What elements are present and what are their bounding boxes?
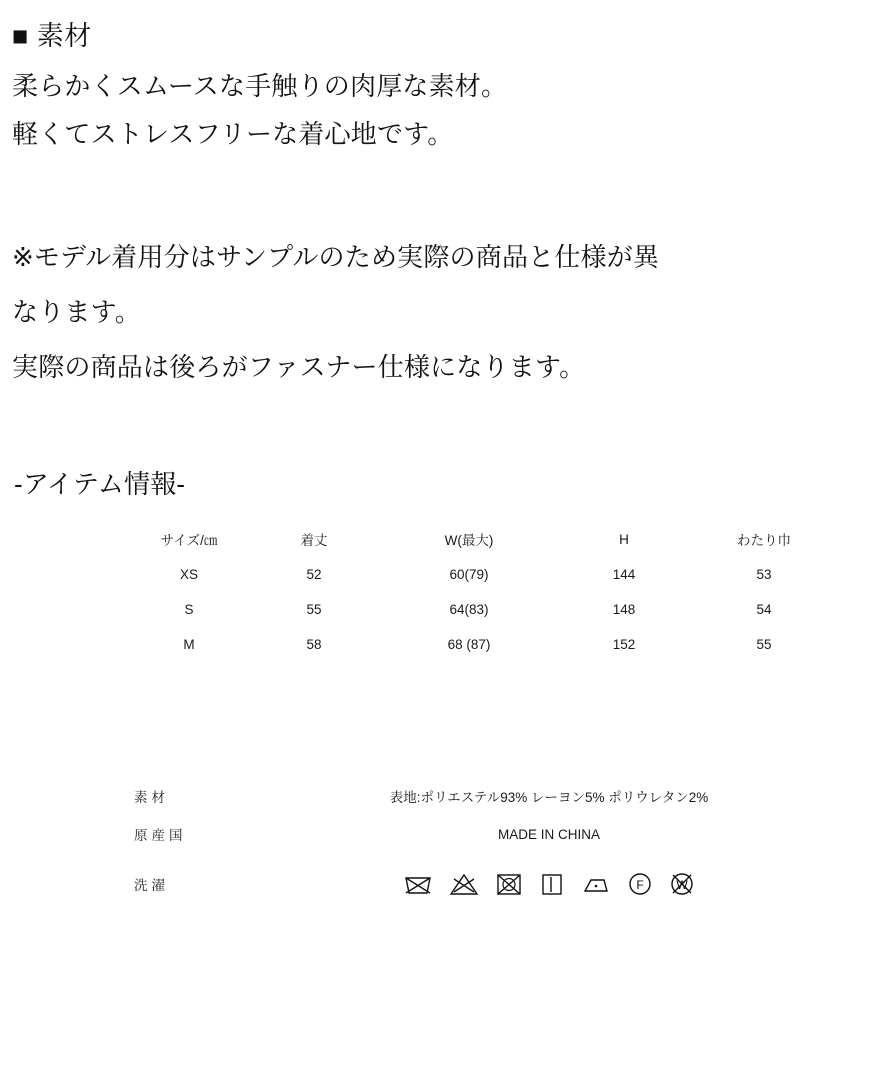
no-machine-wash-icon xyxy=(403,871,433,897)
size-cell-length: 58 xyxy=(306,637,322,652)
size-table-header-hip: H xyxy=(619,531,629,547)
spacer xyxy=(12,395,867,465)
size-cell-hip: 152 xyxy=(612,637,636,652)
table-row xyxy=(134,557,834,592)
size-cell-waist: 60(79) xyxy=(449,567,489,582)
size-table-header-row xyxy=(134,529,834,557)
size-table-header-size: サイズ/㎝ xyxy=(160,533,218,548)
spec-label-origin: 原産国 xyxy=(134,828,187,843)
table-row xyxy=(134,627,834,662)
description-line-1: 柔らかくスムースな手触りの肉厚な素材。 xyxy=(12,71,508,101)
spec-value-material: 表地:ポリエステル93% レーヨン5% ポリウレタン2% xyxy=(389,790,709,805)
svg-text:W: W xyxy=(676,878,688,892)
size-table xyxy=(134,529,834,662)
care-icon-group xyxy=(264,871,834,897)
size-cell-thigh: 55 xyxy=(756,637,772,652)
spec-value-origin: MADE IN CHINA xyxy=(497,826,600,842)
spec-row-care xyxy=(134,853,834,906)
spec-value-care xyxy=(264,853,834,906)
size-table-header-thigh: わたり巾 xyxy=(737,533,791,548)
note-block xyxy=(12,230,867,395)
description-line-2: 軽くてストレスフリーな着心地です。 xyxy=(12,119,454,149)
dry-clean-petroleum-icon xyxy=(627,871,653,897)
size-cell-waist: 64(83) xyxy=(449,602,489,617)
material-section-heading: ■ 素材 xyxy=(12,21,92,51)
note-line-2: なります。 xyxy=(12,297,141,327)
svg-text:F: F xyxy=(636,878,644,892)
no-tumble-dry-icon xyxy=(495,871,523,897)
spec-label-material: 素材 xyxy=(134,790,169,805)
spacer xyxy=(12,158,867,230)
spec-label-care: 洗濯 xyxy=(134,878,169,893)
size-cell-waist: 68 (87) xyxy=(447,637,491,652)
spec-table xyxy=(134,777,834,906)
size-cell-size: S xyxy=(184,602,194,617)
note-line-1: ※モデル着用分はサンプルのため実際の商品と仕様が異 xyxy=(12,242,660,272)
size-cell-size: XS xyxy=(179,567,198,582)
size-cell-hip: 144 xyxy=(612,567,636,582)
size-cell-thigh: 53 xyxy=(756,567,772,582)
item-info-title: -アイテム情報- xyxy=(14,469,186,499)
no-wet-clean-icon xyxy=(669,871,695,897)
size-cell-length: 55 xyxy=(306,602,322,617)
spec-row-origin xyxy=(134,815,834,853)
spec-row-material xyxy=(134,777,834,815)
size-table-header-length: 着丈 xyxy=(300,533,328,548)
note-line-3: 実際の商品は後ろがファスナー仕様になります。 xyxy=(12,352,586,382)
size-table-header-waist: W(最大) xyxy=(444,533,494,548)
size-cell-length: 52 xyxy=(306,567,322,582)
size-cell-hip: 148 xyxy=(612,602,636,617)
size-cell-size: M xyxy=(183,637,195,652)
size-cell-thigh: 54 xyxy=(756,602,772,617)
iron-low-icon xyxy=(581,872,611,896)
no-bleach-icon xyxy=(449,871,479,897)
line-dry-icon xyxy=(539,871,565,897)
table-row xyxy=(134,592,834,627)
